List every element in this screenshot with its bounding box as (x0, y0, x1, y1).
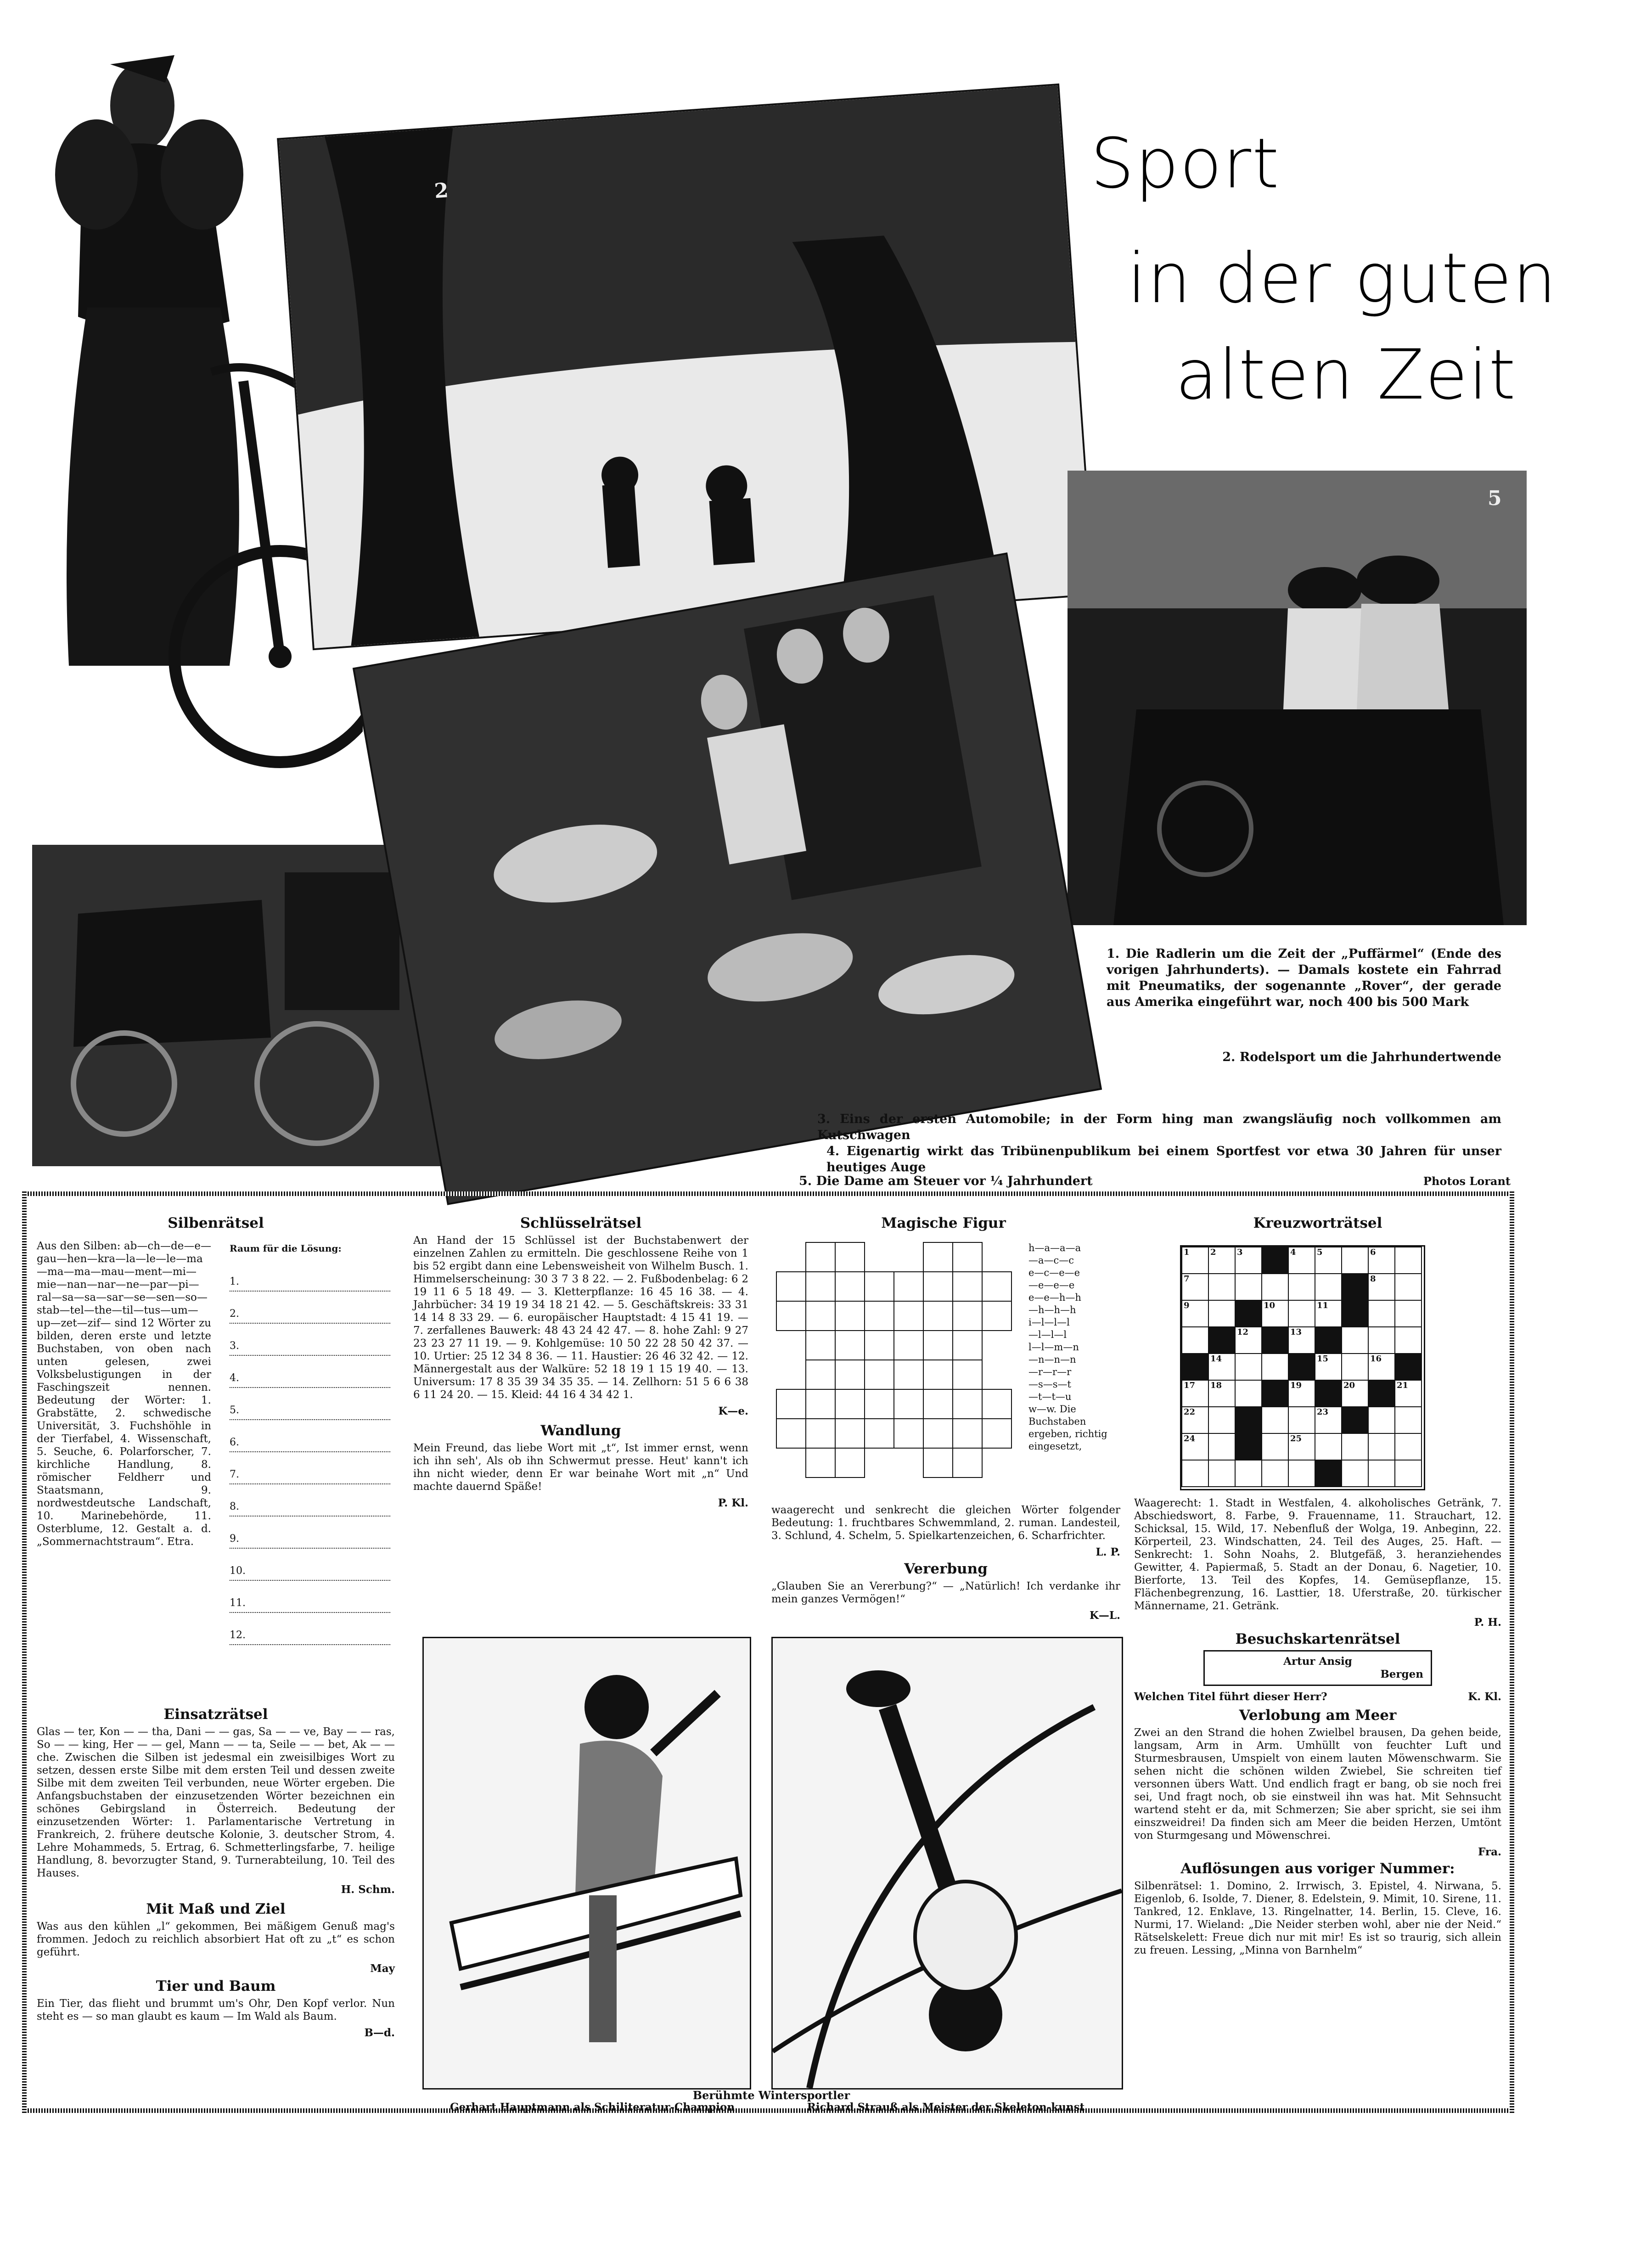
kreuzwortraetsel (1134, 1217, 1501, 1234)
solution-slot-8[interactable]: 8. (230, 1498, 390, 1517)
crossword-cell[interactable] (1261, 1353, 1289, 1381)
visiting-card (1203, 1650, 1432, 1686)
magic-cell[interactable] (805, 1242, 836, 1272)
crossword-black-cell (1394, 1353, 1422, 1381)
title-line-2: in der guten (1127, 239, 1557, 319)
crossword-cell[interactable] (1315, 1433, 1342, 1461)
magic-letters-10: —r—r—r (1028, 1366, 1072, 1377)
crossword-number: 2 (1210, 1247, 1216, 1257)
einsatzraetsel (37, 1708, 395, 2039)
magic-cell[interactable] (893, 1359, 924, 1390)
solution-slot-5[interactable]: 5. (230, 1402, 390, 1420)
tier-signature: B—d. (364, 2027, 395, 2039)
magic-cell[interactable] (923, 1242, 953, 1272)
magic-cell[interactable] (776, 1389, 806, 1419)
crossword-number: 20 (1343, 1381, 1355, 1390)
crossword-number: 17 (1184, 1381, 1196, 1390)
wandlung-title: Wandlung (540, 1422, 621, 1439)
magic-cell[interactable] (864, 1301, 894, 1331)
solution-slot-9[interactable]: 9. (230, 1530, 390, 1549)
silbenraetsel (37, 1217, 395, 1234)
visiting-card-city: Bergen (1380, 1668, 1423, 1680)
magic-cell[interactable] (982, 1301, 1012, 1331)
crossword-black-cell (1341, 1406, 1369, 1434)
crossword-cell[interactable] (1261, 1273, 1289, 1301)
silbenraetsel-text: Aus den Silben: ab—ch—de—e—gau—hen—kra—la—le—le—ma—ma—ma—mau—ment—mi—mie—nan—nar—ne—par—pi—ral—sa—sa—sar—se—sen—so—stab—tel—the—til—tus—um—up—zet—zif— sind 12 Wörter zu bilden, deren erste und letzte Buchstaben, von oben nach unten gelesen, zwei Volksbelustigungen in der Faschingszeit nennen. Bedeutung der Wörter: 1. Grabstätte, 2. schwedische Universität, 3. Fuchshöhle in der Tierfabel, 4. Wissenschaft, 5. Seuche, 6. Polarforscher, 7. kirchliche Handlung, 8. römischer Feldherr und Staatsmann, 9. nordwestdeutsche Landschaft, 10. Marinebehörde, 11. Osterblume, 12. Gestalt a. d. „Sommernachtstraum“. Etra. (37, 1240, 211, 1548)
crossword-cell[interactable] (1288, 1380, 1315, 1407)
magic-cell[interactable] (893, 1389, 924, 1419)
magic-cell[interactable] (952, 1359, 983, 1390)
crossword-cell[interactable] (1261, 1406, 1289, 1434)
crossword-cell[interactable] (1368, 1300, 1395, 1327)
magic-cell[interactable] (952, 1448, 983, 1478)
magic-letters (1028, 1242, 1116, 1453)
tier-title: Tier und Baum (156, 1978, 276, 1994)
crossword-cell[interactable] (1181, 1433, 1209, 1461)
tier-text: Ein Tier, das flieht und brummt um's Ohr, Den Kopf verlor. Nun steht es — so man glaubt es kaum — Im Wald als Baum. (37, 1998, 395, 2022)
crossword-cell[interactable] (1394, 1273, 1422, 1301)
einsatzraetsel-signature: H. Schm. (341, 1883, 395, 1896)
magic-cell[interactable] (835, 1301, 865, 1331)
crossword-number: 19 (1290, 1381, 1302, 1390)
crossword-cell[interactable] (1368, 1406, 1395, 1434)
caption-3: 3. Eins der ersten Automobile; in der Form hing man zwangsläufig noch vollkommen am Kutschwagen (817, 1112, 1501, 1142)
silbenraetsel-title: Silbenrätsel (168, 1215, 264, 1231)
crossword-number: 13 (1290, 1327, 1302, 1337)
mass-text: Was aus den kühlen „l“ gekommen, Bei mäßigem Genuß mag's frommen. Jedoch zu reichlich absorbiert Hat oft zu „t“ es schon geführt. (37, 1921, 395, 1958)
magic-figure-grid (776, 1242, 1024, 1490)
crossword-cell[interactable] (1208, 1300, 1236, 1327)
magic-cell[interactable] (982, 1389, 1012, 1419)
crossword-number: 16 (1370, 1354, 1382, 1364)
magic-cell[interactable] (923, 1389, 953, 1419)
silbenraetsel-solution (230, 1242, 390, 1645)
vererbung-text: „Glauben Sie an Vererbung?“ — „Natürlich! Ich verdanke ihr mein ganzes Vermögen!“ (771, 1580, 1120, 1605)
solution-slot-6[interactable]: 6. (230, 1434, 390, 1452)
magic-cell[interactable] (864, 1418, 894, 1449)
aufloesung-title: Auflösungen aus voriger Nummer: (1180, 1860, 1455, 1877)
wandlung-signature: P. Kl. (718, 1497, 748, 1509)
crossword-cell[interactable] (1368, 1247, 1395, 1274)
crossword-black-cell (1315, 1326, 1342, 1354)
magic-cell[interactable] (805, 1330, 836, 1360)
magic-cell[interactable] (805, 1359, 836, 1390)
crossword-cell[interactable] (1288, 1406, 1315, 1434)
illustration-caption-title: Berühmte Wintersportler (692, 2089, 850, 2102)
title-line-3: alten Zeit (1175, 335, 1517, 415)
frame-top (22, 1191, 1514, 1196)
crossword-cell[interactable] (1235, 1273, 1262, 1301)
frame-bottom (22, 2108, 1514, 2113)
magic-cell[interactable] (835, 1330, 865, 1360)
crossword-cell[interactable] (1288, 1273, 1315, 1301)
magic-cell[interactable] (923, 1301, 953, 1331)
crossword-cell[interactable] (1315, 1247, 1342, 1274)
magic-cell[interactable] (805, 1448, 836, 1478)
besuchskarten-signature: K. Kl. (1468, 1691, 1501, 1703)
magic-cell[interactable] (923, 1359, 953, 1390)
title-line-1: Sport (1090, 124, 1280, 204)
frame-left (22, 1191, 27, 2113)
kreuzwortraetsel-signature: P. H. (1474, 1616, 1501, 1629)
caption-1: 1. Die Radlerin um die Zeit der „Puffärmel“ (Ende des vorigen Jahrhunderts). — Damals kostete ein Fahrrad mit Pneumatiks, der sogenannte „Rover“, der gerade aus Amerika eingeführt war, noch 400 bis 500 Mark (1107, 947, 1501, 1009)
crossword-cell[interactable] (1208, 1433, 1236, 1461)
magic-letters-8: l—l—m—n (1028, 1342, 1079, 1353)
photo-tribune (353, 552, 1102, 1205)
solution-slot-2[interactable]: 2. (230, 1305, 390, 1324)
kreuzwortraetsel-body (1134, 1497, 1501, 1961)
magic-cell[interactable] (893, 1271, 924, 1302)
crossword-number: 1 (1184, 1247, 1190, 1257)
crossword-number: 15 (1317, 1354, 1329, 1364)
solution-slot-1[interactable]: 1. (230, 1273, 390, 1292)
crossword-number: 24 (1184, 1434, 1196, 1444)
schluesselraetsel-title: Schlüsselrätsel (520, 1215, 642, 1231)
solution-slot-3[interactable]: 3. (230, 1337, 390, 1356)
crossword-black-cell (1341, 1273, 1369, 1301)
mass-title: Mit Maß und Ziel (146, 1901, 286, 1917)
crossword-cell[interactable] (1208, 1247, 1236, 1274)
crossword-cell[interactable] (1208, 1353, 1236, 1381)
crossword-number: 10 (1264, 1301, 1276, 1310)
crossword-cell[interactable] (1315, 1353, 1342, 1381)
schluesselraetsel-text: An Hand der 15 Schlüssel ist der Buchstabenwert der einzelnen Zahlen zu ermitteln. Die geschlossene Reihe von 1 bis 52 ergibt dann eine Lebensweisheit von Wilhelm Busch. 1. Himmelserscheinung: 30 3 7 3 8 22. — 2. Fußbodenbelag: 6 2 19 11 6 5 18 49. — 3. Kletterpflanze: 16 45 16 38. — 4. Jahrbücher: 34 19 19 34 18 21 42. — 5. Geschäftskreis: 33 31 14 14 8 33 29. — 6. europäischer Hauptstadt: 4 15 41 19. — 7. zerfallenes Bauwerk: 48 43 24 42 47. — 8. hohe Zahl: 9 27 23 23 27 11 19. — 9. Kohlgemüse: 10 50 22 28 50 42 37. — 10. Urtier: 25 12 34 8 36. — 11. Haustier: 26 46 32 42. — 12. Männergestalt aus der Walküre: 52 18 19 1 15 19 40. — 13. Universum: 17 8 35 39 34 35 35. — 14. Zellhorn: 51 5 6 6 38 6 11 24 20. — 15. Kleid: 44 16 4 34 42 1. (413, 1235, 748, 1401)
crossword-black-cell (1235, 1406, 1262, 1434)
crossword-cell[interactable] (1368, 1273, 1395, 1301)
crossword-black-cell (1288, 1353, 1315, 1381)
crossword-cell[interactable] (1181, 1247, 1209, 1274)
magic-cell[interactable] (923, 1418, 953, 1449)
crossword-cell[interactable] (1235, 1247, 1262, 1274)
magic-cell[interactable] (893, 1301, 924, 1331)
crossword-cell[interactable] (1368, 1460, 1395, 1487)
crossword-cell[interactable] (1181, 1326, 1209, 1354)
illustration-caption-right: Richard Strauß als Meister der Skeleton-kunst (807, 2101, 1085, 2113)
crossword-cell[interactable] (1394, 1300, 1422, 1327)
magic-letters-9: —n—n—n (1028, 1354, 1076, 1365)
magic-cell[interactable] (864, 1330, 894, 1360)
crossword-cell[interactable] (1288, 1433, 1315, 1461)
caption-2: 2. Rodelsport um die Jahrhundertwende (1222, 1050, 1501, 1064)
magic-cell[interactable] (864, 1359, 894, 1390)
crossword-cell[interactable] (1208, 1406, 1236, 1434)
crossword-cell[interactable] (1315, 1273, 1342, 1301)
magische-figur-text: waagerecht und senkrecht die gleichen Wörter folgender Bedeutung: 1. fruchtbares Schwemmland, 2. ruman. Landesteil, 3. Schlund, 4. Schelm, 5. Spielkartenzeichen, 6. Scharfrichter. (771, 1504, 1120, 1542)
crossword-cell[interactable] (1341, 1460, 1369, 1487)
magic-cell[interactable] (835, 1271, 865, 1302)
crossword-cell[interactable] (1261, 1300, 1289, 1327)
magic-letters-12: —t—t—u (1028, 1391, 1072, 1402)
magic-cell[interactable] (835, 1359, 865, 1390)
crossword-number: 18 (1210, 1381, 1222, 1390)
crossword-cell[interactable] (1261, 1460, 1289, 1487)
crossword-cell[interactable] (1394, 1406, 1422, 1434)
frame-right (1510, 1191, 1514, 2113)
magic-letters-1: —a—c—c (1028, 1255, 1074, 1266)
crossword-black-cell (1315, 1380, 1342, 1407)
magic-cell[interactable] (893, 1418, 924, 1449)
magic-cell[interactable] (952, 1301, 983, 1331)
crossword-cell[interactable] (1368, 1353, 1395, 1381)
magic-cell[interactable] (952, 1330, 983, 1360)
magic-cell[interactable] (923, 1330, 953, 1360)
magic-cell[interactable] (835, 1418, 865, 1449)
crossword-number: 4 (1290, 1247, 1296, 1257)
crossword-black-cell (1208, 1326, 1236, 1354)
crossword-cell[interactable] (1394, 1460, 1422, 1487)
crossword-cell[interactable] (1261, 1433, 1289, 1461)
vererbung-signature: K—L. (1089, 1609, 1120, 1622)
crossword-cell[interactable] (1208, 1380, 1236, 1407)
crossword-number: 25 (1290, 1434, 1302, 1444)
photo-5-number: 5 (1488, 487, 1502, 510)
crossword-cell[interactable] (1341, 1433, 1369, 1461)
verlobung-title: Verlobung am Meer (1239, 1707, 1397, 1724)
magic-cell[interactable] (952, 1389, 983, 1419)
magic-letters-13: w—w. Die (1028, 1404, 1076, 1415)
crossword-cell[interactable] (1341, 1326, 1369, 1354)
crossword-cell[interactable] (1235, 1460, 1262, 1487)
magic-letters-5: —h—h—h (1028, 1304, 1076, 1315)
magische-figur (764, 1217, 1123, 1234)
aufloesung-text: Silbenrätsel: 1. Domino, 2. Irrwisch, 3. Epistel, 4. Nirwana, 5. Eigenlob, 6. Isolde, 7. Diener, 8. Edelstein, 9. Mimit, 10. Sirene, 11. Tankred, 12. Enklave, 13. Ringelnatter, 14. Berlin, 15. Cleve, 16. Nurmi, 17. Wieland: „Die Neider sterben wohl, aber nie der Neid.“ Rätselskelett: Freue dich nur mit mir! Es ist so traurig, sich allein zu freuen. Lessing, „Minna von Barnhelm“ (1134, 1880, 1501, 1956)
crossword-black-cell (1235, 1433, 1262, 1461)
schluesselraetsel (413, 1217, 748, 1510)
verlobung-text: Zwei an den Strand die hohen Zwielbel brausen, Da gehen beide, langsam, Arm in Arm. Umhüllt von feuchter Luft und Sturmesbrausen, Umspielt von einem lauten Möwenschwarm. Sie sehen nicht die schönen wilden Zwiebel, Sie schreiten tief versonnen übers Watt. Und endlich fragt er bang, ob sie noch frei sei, Und fragt noch, ob sie einstweil ihn was hat. Mit Sehnsucht wartend steht er da, mit Schmerzen; Sie aber spricht, sie sei ihm einszweidrei! Da finden sich am Meer die beiden Herzen, Umtönt von Sturmgesang und Möwenschrei. (1134, 1727, 1501, 1842)
einsatzraetsel-text: Glas — ter, Kon — — tha, Dani — — gas, Sa — — ve, Bay — — ras, So — — king, Her — — gel, Mann — — ta, Seile — — bet, Ak — — che. Zwischen die Silben ist jedesmal ein zweisilbiges Wort zu setzen, dessen erste Silbe mit dem ersten Teil und dessen zweite Silbe mit dem zweiten Teil verbunden, neue Wörter ergeben. Die Anfangsbuchstaben der einzusetzenden Wörter bezeichnen ein schönes Gebirgsland in Österreich. Bedeutung der einzusetzenden Wörter: 1. Parlamentarische Vertretung in Frankreich, 2. frühere deutsche Kolonie, 3. deutscher Strom, 4. Lehre Mohammeds, 5. Ertrag, 6. Schmetterlingsfarbe, 7. heilige Handlung, 8. bevorzugter Stand, 9. Turnerabteilung, 10. Teil des Hauses. (37, 1726, 395, 1879)
crossword-cell[interactable] (1208, 1460, 1236, 1487)
crossword-number: 12 (1237, 1327, 1249, 1337)
crossword-black-cell (1261, 1380, 1289, 1407)
magic-cell[interactable] (952, 1242, 983, 1272)
schluesselraetsel-signature: K—e. (718, 1405, 748, 1417)
magic-cell[interactable] (952, 1271, 983, 1302)
einsatzraetsel-title: Einsatzrätsel (163, 1706, 268, 1723)
crossword-black-cell (1181, 1353, 1209, 1381)
vererbung-title: Vererbung (904, 1561, 988, 1577)
crossword-number: 22 (1184, 1407, 1196, 1417)
crossword-number: 5 (1317, 1247, 1323, 1257)
magic-cell[interactable] (982, 1418, 1012, 1449)
crossword-number: 11 (1317, 1301, 1329, 1310)
crossword-number: 9 (1184, 1301, 1190, 1310)
magische-figur-title: Magische Figur (881, 1215, 1006, 1231)
crossword-number: 23 (1317, 1407, 1329, 1417)
crossword-number: 14 (1210, 1354, 1222, 1364)
crossword-cell[interactable] (1181, 1406, 1209, 1434)
magische-figur-signature: L. P. (1096, 1546, 1120, 1558)
illustration-strauss (771, 1637, 1123, 2090)
magic-cell[interactable] (835, 1389, 865, 1419)
crossword-cell[interactable] (1341, 1380, 1369, 1407)
magic-cell[interactable] (776, 1271, 806, 1302)
magic-letters-4: e—e—h—h (1028, 1292, 1081, 1303)
magic-cell[interactable] (982, 1271, 1012, 1302)
crossword-cell[interactable] (1341, 1247, 1369, 1274)
crossword-cell[interactable] (1181, 1460, 1209, 1487)
crossword-cell[interactable] (1288, 1300, 1315, 1327)
kreuzwortraetsel-clues: Waagerecht: 1. Stadt in Westfalen, 4. alkoholisches Getränk, 7. Abschiedswort, 8. Farbe, 9. Frauenname, 11. Strauchart, 12. Schicksal, 15. Wild, 17. Nebenfluß der Wolga, 19. Anbeginn, 22. Körperteil, 23. Windschatten, 24. Teil des Auges, 25. Haft. — Senkrecht: 1. Sohn Noahs, 2. Blutgefäß, 3. heranziehendes Gewitter, 4. Papiermaß, 5. Stadt an der Donau, 6. Nagetier, 10. Bierforte, 13. Teil des Kopfes, 14. Gemüsepflanze, 15. Flächenbegrenzung, 16. Lasttier, 18. Uferstraße, 20. türkischer Männername, 21. Getränk. (1134, 1497, 1501, 1612)
crossword-black-cell (1315, 1460, 1342, 1487)
illustration-hauptmann (422, 1637, 751, 2090)
crossword-cell[interactable] (1208, 1273, 1236, 1301)
illustration-caption-left: Gerhart Hauptmann als Schiliteratur-Champion (450, 2101, 735, 2113)
caption-5: 5. Die Dame am Steuer vor ¼ Jahrhundert (799, 1174, 1093, 1188)
solution-slot-12[interactable]: 12. (230, 1627, 390, 1645)
crossword-black-cell (1341, 1300, 1369, 1327)
crossword-cell[interactable] (1368, 1433, 1395, 1461)
magic-letters-11: —s—s—t (1028, 1379, 1071, 1390)
crossword-black-cell (1235, 1300, 1262, 1327)
crossword-cell[interactable] (1181, 1300, 1209, 1327)
magic-cell[interactable] (835, 1242, 865, 1272)
crossword-cell[interactable] (1394, 1433, 1422, 1461)
mass-signature: May (370, 1962, 395, 1975)
solution-slot-4[interactable]: 4. (230, 1370, 390, 1388)
magic-cell[interactable] (805, 1301, 836, 1331)
photo-2-number: 2 (433, 179, 450, 203)
crossword-number: 3 (1237, 1247, 1243, 1257)
crossword-cell[interactable] (1394, 1326, 1422, 1354)
magic-letters-2: e—c—e—e (1028, 1267, 1080, 1278)
solution-slot-7[interactable]: 7. (230, 1466, 390, 1484)
silbenraetsel-text-col (37, 1240, 211, 1552)
besuchskarten-title: Besuchskartenrätsel (1235, 1631, 1400, 1647)
visiting-card-name: Artur Ansig (1283, 1655, 1352, 1668)
magic-cell[interactable] (864, 1389, 894, 1419)
crossword-cell[interactable] (1394, 1247, 1422, 1274)
magic-cell[interactable] (776, 1418, 806, 1449)
crossword-number: 6 (1370, 1247, 1376, 1257)
magic-cell[interactable] (923, 1448, 953, 1478)
magic-cell[interactable] (805, 1271, 836, 1302)
magic-letters-tail: Buchstaben ergeben, richtig eingesetzt, (1028, 1416, 1107, 1452)
crossword-cell[interactable] (1288, 1460, 1315, 1487)
crossword-cell[interactable] (1394, 1380, 1422, 1407)
crossword-cell[interactable] (1341, 1353, 1369, 1381)
caption-4: 4. Eigenartig wirkt das Tribünenpublikum bei einem Sportfest vor etwa 30 Jahren für unser heutiges Auge (826, 1144, 1501, 1174)
photo-lady-at-wheel (1068, 471, 1527, 925)
crossword-cell[interactable] (1368, 1326, 1395, 1354)
solution-slot-10[interactable]: 10. (230, 1562, 390, 1581)
crossword-cell[interactable] (1235, 1353, 1262, 1381)
crossword-black-cell (1261, 1326, 1289, 1354)
magic-cell[interactable] (805, 1418, 836, 1449)
crossword-cell[interactable] (1181, 1380, 1209, 1407)
magic-cell[interactable] (776, 1301, 806, 1331)
magic-letters-7: —l—l—l (1028, 1329, 1067, 1340)
crossword-number: 8 (1370, 1274, 1376, 1284)
photo-credit: Photos Lorant (1423, 1174, 1511, 1188)
wandlung-text: Mein Freund, das liebe Wort mit „t“, Ist immer ernst, wenn ich ihn seh', Als ob ihn Schwermut presse. Heut' kann't ich ihn nicht wieder, denn Er war beinahe Wort mit „n“ Und machte dauernd Späße! (413, 1442, 748, 1493)
solution-slot-11[interactable]: 11. (230, 1595, 390, 1613)
crossword-black-cell (1368, 1380, 1395, 1407)
crossword-number: 21 (1397, 1381, 1409, 1390)
crossword-cell[interactable] (1288, 1326, 1315, 1354)
photo-early-automobile (32, 845, 445, 1166)
magische-figur-body (771, 1504, 1120, 1622)
crossword-black-cell (1261, 1247, 1289, 1274)
magic-cell[interactable] (864, 1271, 894, 1302)
crossword-cell[interactable] (1235, 1326, 1262, 1354)
magic-letters-0: h—a—a—a (1028, 1242, 1081, 1253)
magic-cell[interactable] (805, 1389, 836, 1419)
crossword-cell[interactable] (1181, 1273, 1209, 1301)
magic-cell[interactable] (923, 1271, 953, 1302)
crossword-number: 7 (1184, 1274, 1190, 1284)
crossword-cell[interactable] (1235, 1380, 1262, 1407)
crossword-cell[interactable] (1315, 1300, 1342, 1327)
magic-letters-3: —e—e—e (1028, 1280, 1075, 1291)
kreuzwortraetsel-title: Kreuzworträtsel (1253, 1215, 1382, 1231)
magic-cell[interactable] (893, 1330, 924, 1360)
magic-letters-6: i—l—l—l (1028, 1317, 1070, 1328)
crossword-cell[interactable] (1288, 1247, 1315, 1274)
magic-cell[interactable] (952, 1418, 983, 1449)
verlobung-signature: Fra. (1478, 1846, 1501, 1858)
besuchskarten-question: Welchen Titel führt dieser Herr? (1134, 1691, 1327, 1703)
crossword-cell[interactable] (1315, 1406, 1342, 1434)
solution-space-label: Raum für die Lösung: (230, 1243, 342, 1254)
magic-cell[interactable] (835, 1448, 865, 1478)
crossword-grid (1180, 1245, 1425, 1490)
